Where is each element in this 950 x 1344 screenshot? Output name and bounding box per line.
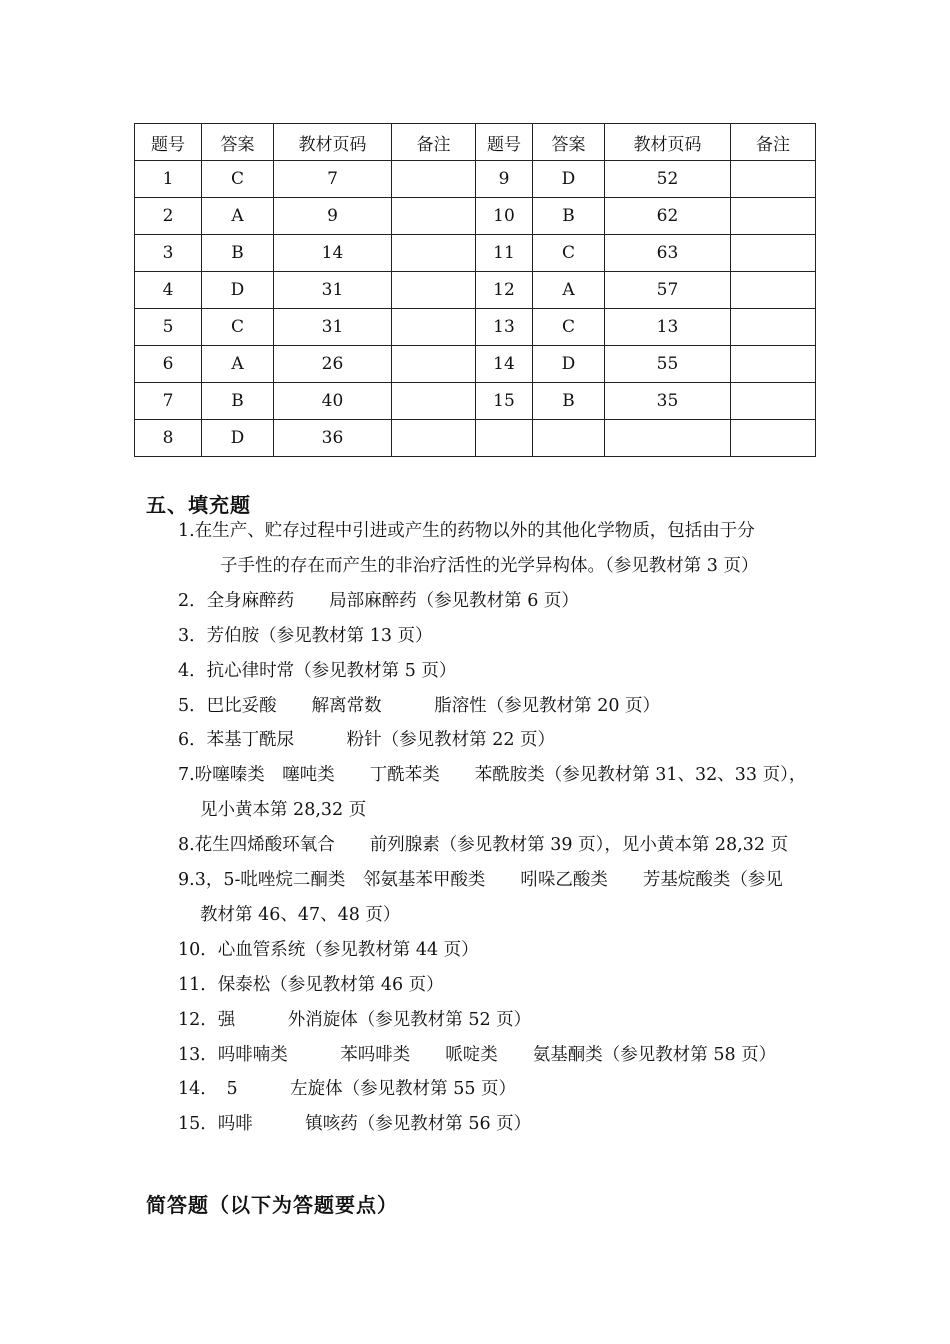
table-cell — [392, 272, 476, 309]
table-row — [135, 346, 816, 383]
table-cell — [392, 198, 476, 235]
table-header-cell: 教材页码 — [274, 124, 392, 161]
table-cell: 13 — [476, 309, 533, 346]
table-cell: 14 — [274, 235, 392, 272]
table-cell: C — [533, 309, 605, 346]
table-cell: 9 — [274, 198, 392, 235]
fill-answer-line: 子手性的存在而产生的非治疗活性的光学异构体。（参见教材第 3 页） — [220, 555, 759, 576]
table-header-cell: 题号 — [476, 124, 533, 161]
table-cell: 14 — [476, 346, 533, 383]
fill-answer-line: 13．吗啡喃类 苯吗啡类 哌啶类 氨基酮类（参见教材第 58 页） — [178, 1044, 777, 1065]
table-cell: C — [533, 235, 605, 272]
short-answer-section-title: 简答题（以下为答题要点） — [146, 1193, 398, 1217]
table-cell — [533, 420, 605, 457]
table-row — [135, 235, 816, 272]
fill-answer-line: 12．强 外消旋体（参见教材第 52 页） — [178, 1009, 532, 1030]
table-cell: 2 — [135, 198, 202, 235]
table-cell: 31 — [274, 272, 392, 309]
table-header-cell: 教材页码 — [605, 124, 731, 161]
table-cell: 3 — [135, 235, 202, 272]
fill-answer-line: 14． 5 左旋体（参见教材第 55 页） — [178, 1079, 517, 1100]
table-row — [135, 383, 816, 420]
fill-answer-line: 8.花生四烯酸环氧合 前列腺素（参见教材第 39 页），见小黄本第 28,32 页 — [178, 835, 789, 856]
table-cell — [731, 383, 816, 420]
table-cell: C — [202, 161, 274, 198]
table-cell: B — [202, 383, 274, 420]
table-cell: 15 — [476, 383, 533, 420]
fill-answer-line: 2．全身麻醉药 局部麻醉药（参见教材第 6 页） — [178, 590, 579, 611]
table-cell: 10 — [476, 198, 533, 235]
table-header-cell: 题号 — [135, 124, 202, 161]
table-cell: 4 — [135, 272, 202, 309]
table-cell: D — [202, 420, 274, 457]
table-cell: 13 — [605, 309, 731, 346]
fill-answer-line: 5．巴比妥酸 解离常数 脂溶性（参见教材第 20 页） — [178, 695, 661, 716]
table-cell: 11 — [476, 235, 533, 272]
table-cell — [731, 309, 816, 346]
table-cell — [476, 420, 533, 457]
table-cell — [392, 309, 476, 346]
fill-answer-line: 11．保泰松（参见教材第 46 页） — [178, 974, 444, 995]
table-cell: 57 — [605, 272, 731, 309]
table-cell: 62 — [605, 198, 731, 235]
table-cell: 40 — [274, 383, 392, 420]
table-cell — [731, 198, 816, 235]
table-cell: A — [202, 198, 274, 235]
fill-answer-line: 教材第 46、47、48 页） — [200, 904, 401, 925]
fill-answer-line: 10．心血管系统（参见教材第 44 页） — [178, 939, 479, 960]
table-cell: 52 — [605, 161, 731, 198]
table-cell — [392, 420, 476, 457]
table-cell: B — [533, 383, 605, 420]
fill-answer-line: 3．芳伯胺（参见教材第 13 页） — [178, 625, 433, 646]
table-cell: B — [202, 235, 274, 272]
table-cell — [392, 383, 476, 420]
fill-answer-line: 1.在生产、贮存过程中引进或产生的药物以外的其他化学物质，包括由于分 — [178, 521, 755, 541]
table-cell: 63 — [605, 235, 731, 272]
table-cell: A — [533, 272, 605, 309]
table-cell: 35 — [605, 383, 731, 420]
table-cell — [731, 420, 816, 457]
table-cell: 26 — [274, 346, 392, 383]
table-cell: D — [533, 346, 605, 383]
table-cell — [392, 161, 476, 198]
table-cell: 8 — [135, 420, 202, 457]
table-cell — [731, 235, 816, 272]
table-header-cell: 备注 — [392, 124, 476, 161]
table-cell: 36 — [274, 420, 392, 457]
table-cell — [731, 272, 816, 309]
table-cell: D — [533, 161, 605, 198]
fill-answer-line: 见小黄本第 28,32 页 — [200, 800, 367, 821]
table-header-cell: 答案 — [202, 124, 274, 161]
table-cell: D — [202, 272, 274, 309]
table-cell: 7 — [274, 161, 392, 198]
table-cell: B — [533, 198, 605, 235]
fill-section-title: 五、填充题 — [146, 493, 251, 517]
table-cell: 12 — [476, 272, 533, 309]
table-row — [135, 161, 816, 198]
table-cell — [392, 346, 476, 383]
fill-answer-line: 6．苯基丁酰尿 粉针（参见教材第 22 页） — [178, 730, 556, 751]
table-header-cell: 答案 — [533, 124, 605, 161]
table-cell: 9 — [476, 161, 533, 198]
table-cell: 31 — [274, 309, 392, 346]
table-row — [135, 309, 816, 346]
table-cell — [392, 235, 476, 272]
fill-answer-line: 4．抗心律时常（参见教材第 5 页） — [178, 660, 457, 681]
fill-answer-line: 15．吗啡 镇咳药（参见教材第 56 页） — [178, 1114, 532, 1135]
table-cell — [605, 420, 731, 457]
table-header-cell: 备注 — [731, 124, 816, 161]
table-cell — [731, 161, 816, 198]
table-row — [135, 198, 816, 235]
fill-answer-line: 9.3，5-吡唑烷二酮类 邻氨基苯甲酸类 吲哚乙酸类 芳基烷酸类（参见 — [178, 870, 783, 890]
table-cell — [731, 346, 816, 383]
table-cell: C — [202, 309, 274, 346]
answer-table — [134, 123, 816, 457]
table-row — [135, 272, 816, 309]
table-cell: A — [202, 346, 274, 383]
table-cell: 5 — [135, 309, 202, 346]
table-header-row — [135, 124, 816, 161]
table-cell: 1 — [135, 161, 202, 198]
table-cell: 55 — [605, 346, 731, 383]
table-row — [135, 420, 816, 457]
table-cell: 6 — [135, 346, 202, 383]
table-cell: 7 — [135, 383, 202, 420]
fill-answer-line: 7.吩噻嗪类 噻吨类 丁酰苯类 苯酰胺类（参见教材第 31、32、33 页）， — [178, 765, 807, 786]
